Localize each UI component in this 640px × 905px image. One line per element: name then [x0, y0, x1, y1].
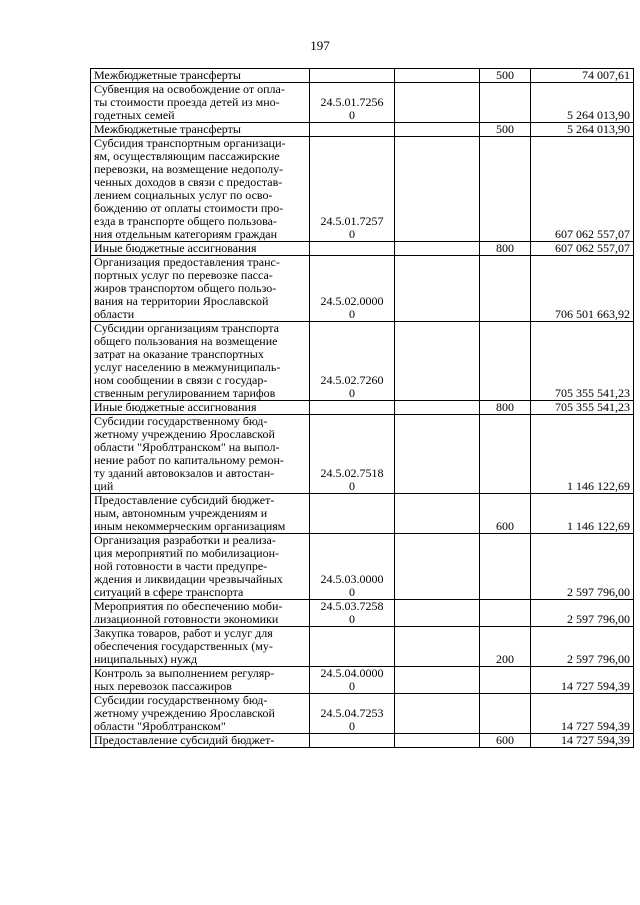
row-sum-cell: 705 355 541,23	[531, 322, 634, 401]
row-code-line: 24.5.02.7260	[320, 373, 384, 387]
row-name-line: портных услуг по перевозке пасса-	[94, 268, 273, 282]
row-type-cell	[480, 83, 531, 123]
row-name-cell	[91, 667, 310, 694]
row-name-line: затрат на оказание транспортных	[94, 347, 264, 361]
row-name-line: ты стоимости проезда детей из мно-	[94, 95, 280, 109]
row-name-cell	[91, 242, 310, 256]
row-name-line: услуг населению в межмуниципаль-	[94, 360, 281, 374]
row-blank-cell	[395, 415, 480, 494]
row-code-cell	[310, 242, 395, 256]
row-blank-cell	[395, 534, 480, 600]
row-name-cell	[91, 256, 310, 322]
row-sum-cell: 1 146 122,69	[531, 494, 634, 534]
row-code-cell	[310, 401, 395, 415]
row-sum-cell: 5 264 013,90	[531, 123, 634, 137]
row-blank-cell	[395, 734, 480, 748]
row-blank-cell	[395, 401, 480, 415]
row-code-cell	[310, 256, 395, 322]
row-name-line: ным, автономным учреждениям и	[94, 506, 268, 520]
row-code-cell	[310, 534, 395, 600]
row-code-line: 24.5.01.7256	[320, 95, 384, 109]
table-row	[91, 694, 634, 734]
row-code-cell	[310, 322, 395, 401]
row-code-cell	[310, 415, 395, 494]
row-name-line: Организация предоставления транс-	[94, 255, 280, 269]
row-name-line: Контроль за выполнением регуляр-	[94, 666, 275, 680]
row-blank-cell	[395, 667, 480, 694]
row-name-line: Субсидии государственному бюд-	[94, 414, 268, 428]
row-type-cell	[480, 694, 531, 734]
budget-table	[90, 68, 634, 748]
row-code-cell	[310, 600, 395, 627]
page-number: 197	[310, 38, 330, 53]
row-name-line: ниципальных) нужд	[94, 652, 198, 666]
table-row	[91, 494, 634, 534]
row-code-line: 24.5.04.0000	[320, 666, 384, 680]
row-name-cell	[91, 69, 310, 83]
row-type-cell: 500	[480, 69, 531, 83]
row-name-line: Закупка товаров, работ и услуг для	[94, 626, 273, 640]
table-row	[91, 667, 634, 694]
row-blank-cell	[395, 694, 480, 734]
row-code-line: 24.5.02.0000	[320, 294, 384, 308]
row-name-line: перевозки, на возмещение недополу-	[94, 162, 284, 176]
row-blank-cell	[395, 83, 480, 123]
row-name-cell	[91, 415, 310, 494]
row-code-line: 0	[349, 719, 355, 733]
row-sum-cell: 607 062 557,07	[531, 242, 634, 256]
row-sum-cell: 2 597 796,00	[531, 534, 634, 600]
row-code-cell	[310, 123, 395, 137]
row-name-line: Иные бюджетные ассигнования	[94, 241, 257, 255]
row-sum-cell: 1 146 122,69	[531, 415, 634, 494]
row-name-line: Предоставление субсидий бюджет-	[94, 733, 275, 747]
row-type-cell	[480, 534, 531, 600]
row-name-line: области "Яроблтранском"	[94, 719, 226, 733]
row-name-cell	[91, 322, 310, 401]
row-name-line: ям, осуществляющим пассажирские	[94, 149, 280, 163]
row-name-line: Мероприятия по обеспечению моби-	[94, 599, 283, 613]
row-name-line: общего пользования на возмещение	[94, 334, 278, 348]
row-name-line: ций	[94, 479, 114, 493]
row-type-cell: 500	[480, 123, 531, 137]
row-name-line: Субсидия транспортным организаци-	[94, 136, 286, 150]
row-code-cell	[310, 494, 395, 534]
table-row	[91, 415, 634, 494]
row-name-line: Иные бюджетные ассигнования	[94, 400, 257, 414]
row-name-line: Предоставление субсидий бюджет-	[94, 493, 275, 507]
row-type-cell	[480, 322, 531, 401]
row-code-line: 0	[349, 479, 355, 493]
row-code-line: 0	[349, 612, 355, 626]
row-blank-cell	[395, 123, 480, 137]
row-sum-cell: 2 597 796,00	[531, 627, 634, 667]
row-code-cell	[310, 694, 395, 734]
row-type-cell	[480, 137, 531, 242]
table-row	[91, 69, 634, 83]
row-type-cell	[480, 667, 531, 694]
row-sum-cell: 14 727 594,39	[531, 734, 634, 748]
row-code-line: 24.5.03.0000	[320, 572, 384, 586]
row-name-cell	[91, 600, 310, 627]
row-type-cell: 800	[480, 401, 531, 415]
row-code-cell	[310, 137, 395, 242]
row-code-line: 24.5.02.7518	[320, 466, 384, 480]
row-name-line: лением социальных услуг по осво-	[94, 188, 273, 202]
table-row	[91, 534, 634, 600]
row-name-line: лизационной готовности экономики	[94, 612, 279, 626]
row-name-cell	[91, 694, 310, 734]
row-sum-cell: 607 062 557,07	[531, 137, 634, 242]
row-blank-cell	[395, 242, 480, 256]
row-name-line: ция мероприятий по мобилизацион-	[94, 546, 280, 560]
row-blank-cell	[395, 600, 480, 627]
row-blank-cell	[395, 256, 480, 322]
row-name-cell	[91, 627, 310, 667]
row-type-cell	[480, 256, 531, 322]
row-code-cell	[310, 734, 395, 748]
row-blank-cell	[395, 322, 480, 401]
row-code-line: 24.5.04.7253	[320, 706, 384, 720]
budget-table-body	[91, 69, 634, 748]
table-row	[91, 322, 634, 401]
row-sum-cell: 5 264 013,90	[531, 83, 634, 123]
row-name-line: жетному учреждению Ярославской	[94, 706, 275, 720]
row-blank-cell	[395, 494, 480, 534]
row-name-line: езда в транспорте общего пользова-	[94, 214, 277, 228]
row-name-line: бождению от оплаты стоимости про-	[94, 201, 284, 215]
row-blank-cell	[395, 137, 480, 242]
row-code-line: 24.5.03.7258	[320, 599, 384, 613]
row-code-line: 24.5.01.7257	[320, 214, 384, 228]
row-name-line: Субсидии организациям транспорта	[94, 321, 279, 335]
row-sum-cell: 2 597 796,00	[531, 600, 634, 627]
row-name-cell	[91, 734, 310, 748]
table-row	[91, 627, 634, 667]
row-code-line: 0	[349, 307, 355, 321]
row-code-cell	[310, 667, 395, 694]
row-name-line: Межбюджетные трансферты	[94, 122, 241, 136]
row-name-line: иным некоммерческим организациям	[94, 519, 286, 533]
table-row	[91, 401, 634, 415]
row-code-line: 0	[349, 386, 355, 400]
table-row	[91, 734, 634, 748]
row-name-line: ном сообщении в связи с государ-	[94, 373, 268, 387]
row-code-line: 0	[349, 679, 355, 693]
row-name-line: области "Яроблтранском" на выпол-	[94, 440, 280, 454]
row-name-line: ситуаций в сфере транспорта	[94, 585, 244, 599]
row-name-line: жиров транспортом общего пользо-	[94, 281, 277, 295]
row-code-cell	[310, 69, 395, 83]
row-name-line: годетных семей	[94, 108, 175, 122]
row-sum-cell: 706 501 663,92	[531, 256, 634, 322]
row-name-line: ния отдельным категориям граждан	[94, 227, 278, 241]
row-sum-cell: 14 727 594,39	[531, 667, 634, 694]
row-type-cell: 200	[480, 627, 531, 667]
row-type-cell: 600	[480, 734, 531, 748]
table-row	[91, 256, 634, 322]
table-row	[91, 83, 634, 123]
row-name-cell	[91, 123, 310, 137]
row-blank-cell	[395, 69, 480, 83]
table-row	[91, 242, 634, 256]
row-code-line: 0	[349, 585, 355, 599]
row-name-line: ственным регулированием тарифов	[94, 386, 276, 400]
row-name-line: ной готовности в части предупре-	[94, 559, 268, 573]
row-name-line: Субвенция на освобождение от опла-	[94, 82, 285, 96]
row-type-cell	[480, 415, 531, 494]
row-code-cell	[310, 83, 395, 123]
row-code-line: 0	[349, 108, 355, 122]
row-type-cell: 800	[480, 242, 531, 256]
table-row	[91, 137, 634, 242]
row-name-line: ченных доходов в связи с предостав-	[94, 175, 283, 189]
row-name-line: ждения и ликвидации чрезвычайных	[94, 572, 283, 586]
row-name-line: Субсидии государственному бюд-	[94, 693, 268, 707]
table-row	[91, 123, 634, 137]
row-sum-cell: 74 007,61	[531, 69, 634, 83]
row-blank-cell	[395, 627, 480, 667]
row-name-line: области	[94, 307, 135, 321]
row-type-cell: 600	[480, 494, 531, 534]
row-name-line: Межбюджетные трансферты	[94, 68, 241, 82]
row-sum-cell: 705 355 541,23	[531, 401, 634, 415]
row-name-cell	[91, 137, 310, 242]
row-name-line: обеспечения государственных (му-	[94, 639, 273, 653]
row-type-cell	[480, 600, 531, 627]
row-name-line: Организация разработки и реализа-	[94, 533, 276, 547]
row-name-line: вания на территории Ярославской	[94, 294, 269, 308]
row-name-cell	[91, 534, 310, 600]
row-name-cell	[91, 494, 310, 534]
row-name-line: жетному учреждению Ярославской	[94, 427, 275, 441]
row-name-line: ных перевозок пассажиров	[94, 679, 232, 693]
row-name-cell	[91, 401, 310, 415]
row-name-cell	[91, 83, 310, 123]
row-code-cell	[310, 627, 395, 667]
row-code-line: 0	[349, 227, 355, 241]
row-name-line: нение работ по капитальному ремон-	[94, 453, 284, 467]
row-name-line: ту зданий автовокзалов и автостан-	[94, 466, 275, 480]
row-sum-cell: 14 727 594,39	[531, 694, 634, 734]
table-row	[91, 600, 634, 627]
